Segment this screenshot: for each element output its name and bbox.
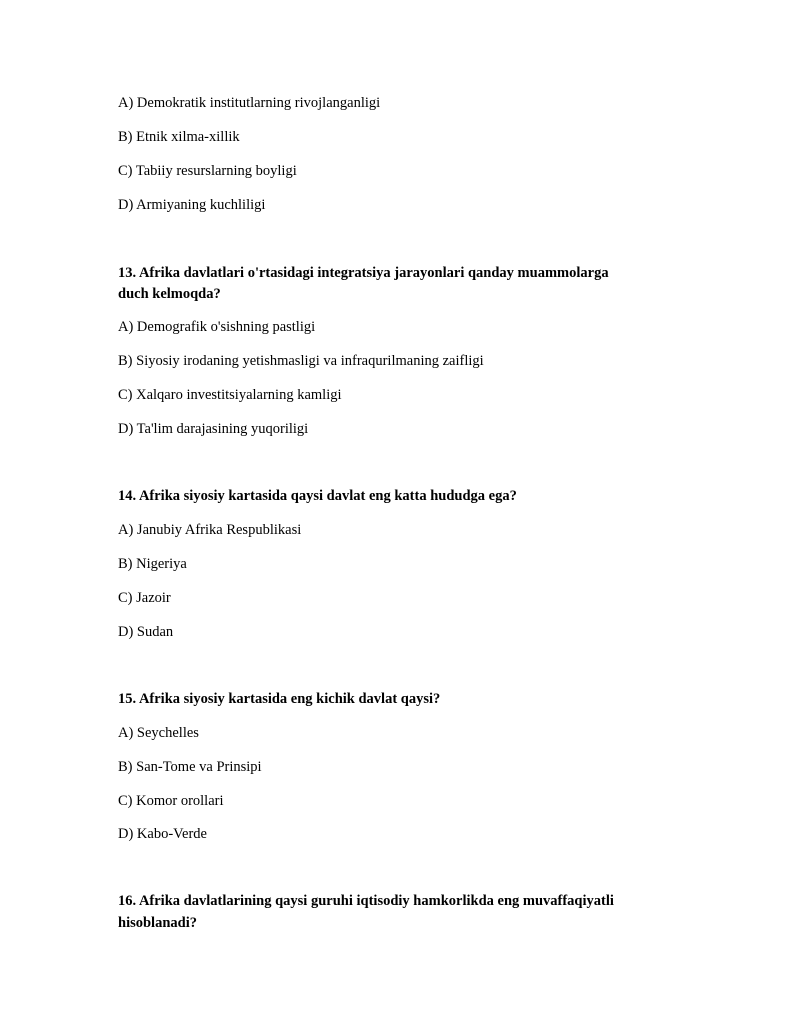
- prev-option-a: A) Demokratik institutlarning rivojlanganligi: [118, 95, 381, 111]
- question-13-title-line-1: 13. Afrika davlatlari o'rtasidagi integratsiya jarayonlari qanday muammolarga: [118, 265, 609, 281]
- question-16-title-line-1: 16. Afrika davlatlarining qaysi guruhi iqtisodiy hamkorlikda eng muvaffaqiyatli: [118, 893, 614, 909]
- question-15-option-c: C) Komor orollari: [118, 793, 224, 809]
- question-15-option-a: A) Seychelles: [118, 725, 199, 741]
- prev-option-c: C) Tabiiy resurslarning boyligi: [118, 163, 297, 179]
- question-15-title: 15. Afrika siyosiy kartasida eng kichik davlat qaysi?: [118, 691, 441, 707]
- question-14-option-c: C) Jazoir: [118, 590, 171, 606]
- question-15-option-d: D) Kabo-Verde: [118, 826, 207, 842]
- question-14-option-b: B) Nigeriya: [118, 556, 187, 572]
- question-13-option-c: C) Xalqaro investitsiyalarning kamligi: [118, 387, 342, 403]
- question-13-option-a: A) Demografik o'sishning pastligi: [118, 319, 316, 335]
- prev-option-b: B) Etnik xilma-xillik: [118, 129, 240, 145]
- prev-option-d: D) Armiyaning kuchliligi: [118, 197, 266, 213]
- question-13-option-d: D) Ta'lim darajasining yuqoriligi: [118, 421, 309, 437]
- question-14-title: 14. Afrika siyosiy kartasida qaysi davlat eng katta hududga ega?: [118, 488, 517, 504]
- question-15-option-b: B) San-Tome va Prinsipi: [118, 759, 262, 775]
- question-16-title-line-2: hisoblanadi?: [118, 915, 197, 931]
- question-14-option-d: D) Sudan: [118, 624, 174, 640]
- question-14-option-a: A) Janubiy Afrika Respublikasi: [118, 522, 302, 538]
- question-13-option-b: B) Siyosiy irodaning yetishmasligi va infraqurilmaning zaifligi: [118, 353, 484, 369]
- question-13-title-line-2: duch kelmoqda?: [118, 286, 221, 302]
